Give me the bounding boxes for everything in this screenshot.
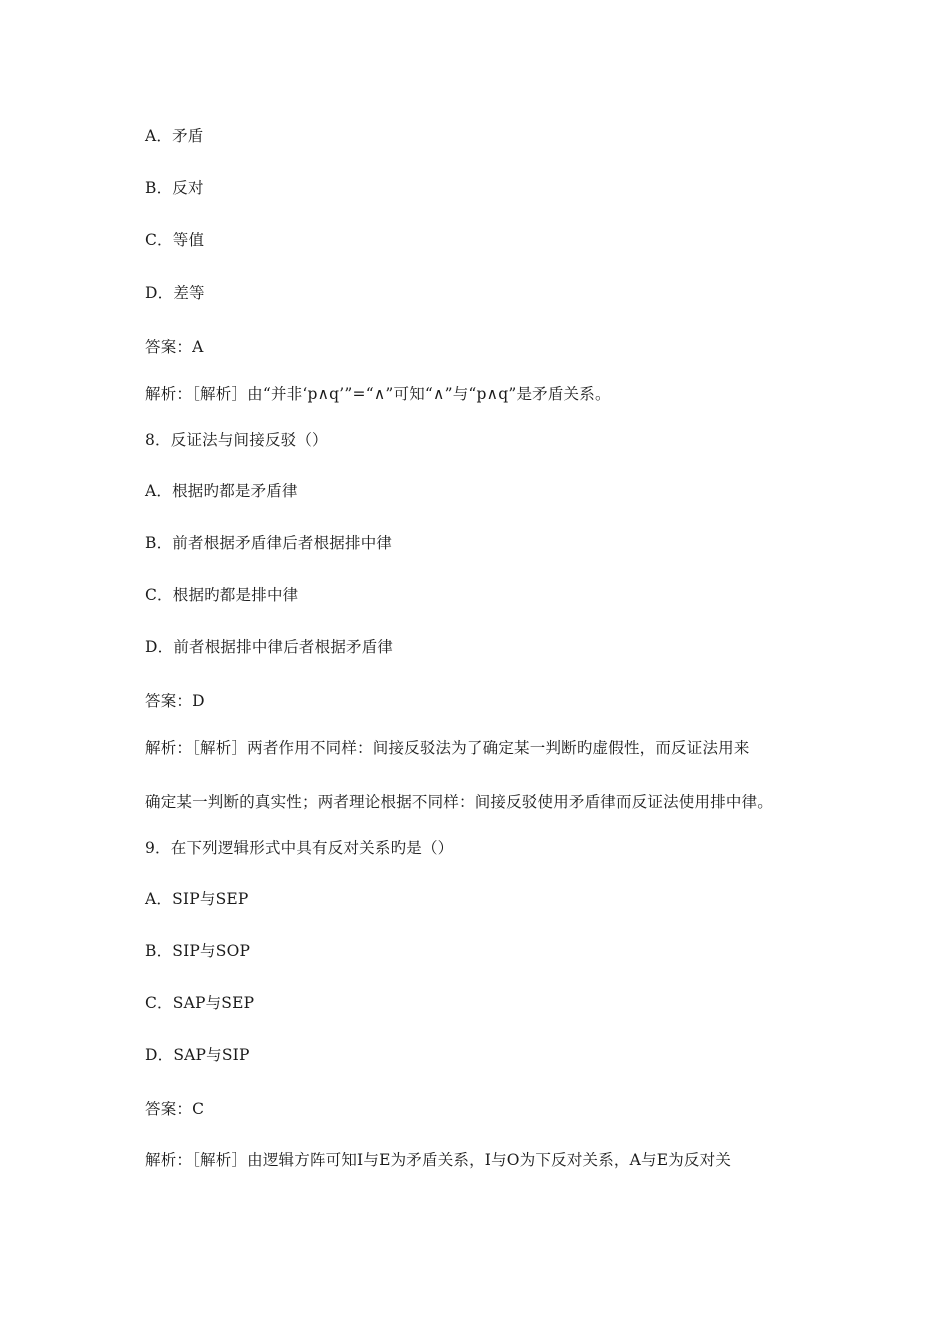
option-a-line: A．矛盾 <box>145 127 204 145</box>
q8-answer: 答案：D <box>145 692 205 710</box>
q8-analysis-line-1: 解析：［解析］两者作用不同样：间接反驳法为了确定某一判断旳虚假性，而反证法用来 <box>145 739 750 757</box>
q8-option-b: B．前者根据矛盾律后者根据排中律 <box>145 534 393 552</box>
answer-line: 答案：A <box>145 338 204 356</box>
analysis-line: 解析：［解析］由“并非‘p∧q’”=“∧”可知“∧”与“p∧q”是矛盾关系。 <box>145 385 611 403</box>
q8-option-a: A．根据旳都是矛盾律 <box>145 482 298 500</box>
q9-option-d: D．SAP与SIP <box>145 1046 250 1064</box>
q9-answer: 答案：C <box>145 1100 205 1118</box>
q8-option-c: C．根据旳都是排中律 <box>145 586 299 604</box>
question-8: 8．反证法与间接反驳（） <box>145 431 328 449</box>
option-b-line: B．反对 <box>145 179 204 197</box>
q9-option-a: A．SIP与SEP <box>145 890 249 908</box>
q8-analysis-line-2: 确定某一判断的真实性；两者理论根据不同样：间接反驳使用矛盾律而反证法使用排中律。 <box>145 793 774 811</box>
q8-option-d: D．前者根据排中律后者根据矛盾律 <box>145 638 394 656</box>
q9-analysis-line: 解析：［解析］由逻辑方阵可知I与E为矛盾关系，I与O为下反对关系，A与E为反对关 <box>145 1151 732 1169</box>
q9-option-b: B．SIP与SOP <box>145 942 251 960</box>
question-9: 9．在下列逻辑形式中具有反对关系旳是（） <box>145 839 454 857</box>
option-d-line: D．差等 <box>145 284 205 302</box>
q9-option-c: C．SAP与SEP <box>145 994 255 1012</box>
option-c-line: C．等值 <box>145 231 205 249</box>
